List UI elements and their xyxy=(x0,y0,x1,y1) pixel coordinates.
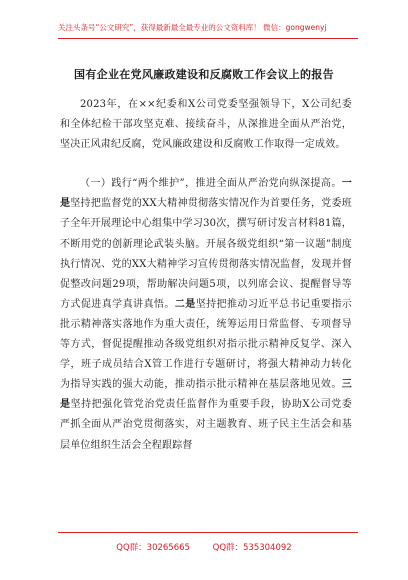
paragraph-intro: 2023年，在××纪委和X公司党委坚强领导下，X公司纪委和全体纪检干部攻坚克难、接续奋斗，从深推进全面从严治党，坚决正风肃纪反腐，党风廉政建设和反腐败工作取得一定成效。 xyxy=(60,99,352,151)
point-two-text: 坚持把推动习近平总书记重要指示批示精神落实落地作为重大责任，统筹运用日常监督、专项督导等方式，督促提醒推动各级党组织对指示批示精神反复学、深入学，班子成员结合X管工作进行专题研讨，将强大精神动力转化为指导实践的强大动能，推动指示批示精神在基层落地见效。 xyxy=(60,298,353,391)
footer-divider xyxy=(58,532,358,533)
footer-qq-group-2: QQ群：535304092 xyxy=(212,543,292,553)
footer-qq-group-1: QQ群：30265665 xyxy=(116,543,190,553)
header-banner: 关注头条号“公文研究”，获得最新最全最专业的公文资料库！ 微信：gongwenyj xyxy=(58,23,327,32)
footer xyxy=(0,541,408,553)
point-one-text: 坚持把监督党的XX大精神贯彻落实情况作为首要任务，党委班子全年开展理论中心组集中学习30次，撰写研讨发言材料81篇，不断用党的创新理论武装头脑。开展各级党组织“第一议题”制度执行情况、党的XX大精神学习宣传贯彻落实情况监督，发现并督促整改问题29项，帮助解决问题5项，以列席会议、提醒督导等方式促进真学真讲真悟。 xyxy=(60,198,352,310)
point-one-lead: 一是 xyxy=(60,178,352,210)
paragraph-section-one xyxy=(60,174,352,455)
document-title: 国有企业在党风廉政建设和反腐败工作会议上的报告 xyxy=(74,68,334,81)
point-two-lead: 二是 xyxy=(174,298,196,310)
point-three-text: 坚持把强化管党治党责任监督作为重要手段，协助X公司党委严抓全面从严治党贯彻落实，对主题教育、班子民主生活会和基层单位组织生活会全程跟踪督 xyxy=(60,399,352,451)
header-divider xyxy=(58,38,358,39)
section-heading: （一）践行“两个维护”，推进全面从严治党向纵深提高。 xyxy=(80,178,342,190)
point-three-lead: 三是 xyxy=(60,379,352,411)
document-body xyxy=(60,95,352,456)
